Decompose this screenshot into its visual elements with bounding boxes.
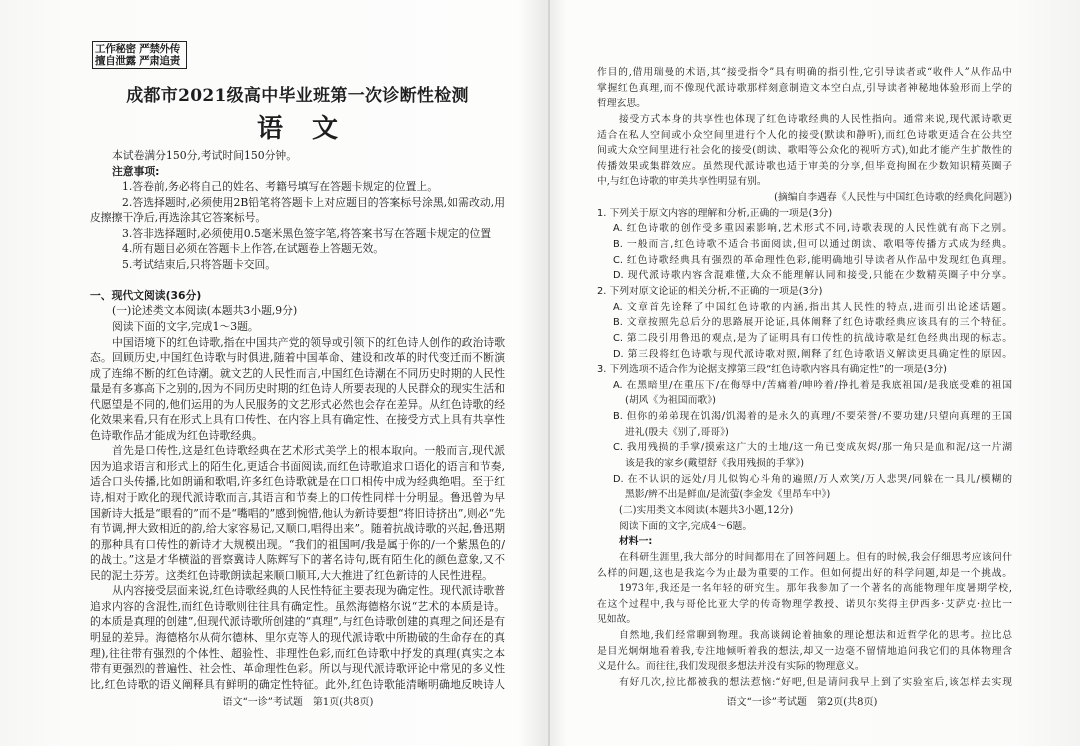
exam-title: 成都市2021级高中毕业班第一次诊断性检测: [126, 86, 469, 106]
answer-option: C. 我用残损的手掌/摸索这广大的土地/这一角已变成灰烬/那一角只是血和泥/这一片湖: [613, 442, 1012, 454]
paragraph-line: 比,红色诗歌的语义阐释具有鲜明的确定性特征。此外,红色诗歌能清晰明确地反映诗人: [90, 677, 505, 691]
answer-option: B. 文章按照先总后分的思路展开论证,具体阐释了红色诗歌经典应该具有的三个特征。: [613, 317, 1012, 329]
paragraph-line: 的那种具有口传性的新诗才大规模出现。“我们的祖国呵/我是属于你的/一个紫黑色的/: [90, 537, 505, 551]
section-label: 注意事项:: [112, 164, 160, 178]
left-page-body: [90, 148, 505, 692]
page-fold-divider: [548, 0, 550, 746]
answer-option: C. 第二段引用鲁迅的观点,是为了证明具有口传性的抗战诗歌是红色经典出现的标志。: [613, 332, 1012, 344]
section-text: 阅读下面的文字,完成1～3题。: [112, 320, 259, 334]
confidential-line: 擅自泄露 严肃追责: [95, 55, 180, 67]
paragraph-line: 传播效果或集群效应。虽然现代派诗歌也适于审美的分享,但毕竟拘囿在少数知识精英圈子: [597, 160, 1012, 172]
paragraph-line: 掌握红色真理,而不像现代派诗歌那样刻意制造文本空白点,引导读者神秘地体验形而上学的: [597, 82, 1012, 94]
question-stem: 1. 下列关于原文内容的理解和分析,正确的一项是(3分): [597, 207, 833, 219]
paragraph-line: 作目的,借用瑞曼的术语,其“接受指令”具有明确的指引性,它引导读者或“收件人”从作品中: [597, 67, 1012, 78]
paragraph-line: 国新诗大抵是“眼看的”而不是“嘴唱的”感到惋惜,他认为新诗要想“将旧诗挤出”,则必“先: [90, 506, 505, 520]
paragraph-line: 理),往往带有强烈的个体性、超验性、非理性色彩,而红色诗歌中抒发的真理(真实之本: [90, 646, 505, 660]
page-footer-1: 语文“一诊”考试题 第1页(共8页): [222, 697, 374, 708]
answer-option: A. 在黑暗里/在重压下/在侮辱中/苦痛着/呻吟着/挣扎着是我底祖国/是我底受难的祖国: [613, 379, 1012, 391]
paragraph-line: 自然地,我们经常聊到物理。我高谈阔论着抽象的理论想法和近哲学化的思考。拉比总: [619, 630, 1012, 642]
notice-item: 2.答选择题时,必须使用2B铅笔将答题卡上对应题目的答案标号涂黑,如需改动,用: [122, 195, 505, 209]
paragraph-line: 诗,相对于欧化的现代派诗歌而言,其语言和节奏上的口传性同样十分明显。鲁迅曾为早: [90, 491, 505, 505]
paragraph-line: 有节调,押大致相近的韵,给大家容易记,又顺口,唱得出来”。随着抗战诗歌的兴起,鲁迅期: [90, 522, 505, 536]
answer-option: D. 在不认识的远处/月儿似钩心斗角的遍照/万人欢笑/万人悲哭/同躲在一具儿/模糊的: [613, 473, 1012, 485]
answer-option: A. 文章首先诠释了中国红色诗歌的内涵,指出其人民性的特点,进而引出论述话题。: [613, 301, 1012, 313]
question-stem: 2. 下列对原文论证的相关分析,不正确的一项是(3分): [597, 285, 823, 297]
paragraph-line: 1973年,我还是一名年轻的研究生。那年我参加了一个著名的高能物理年度暑期学校,: [619, 583, 1012, 595]
paragraph-line: 态。回顾历史,中国红色诗歌与时俱进,随着中国革命、建设和改革的时代变迁而不断演: [90, 351, 505, 365]
answer-option: D. 现代派诗歌内容含混难懂,大众不能理解认同和接受,只能在少数精英圈子中分享。: [613, 270, 1012, 282]
page-footer-2: 语文“一诊”考试题 第2页(共8页): [726, 697, 878, 708]
paragraph-line: 适合口头传播,比如朗诵和歌唱,许多红色诗歌就是在口口相传中成为经典绝唱。至于红: [90, 475, 505, 489]
paragraph-line: 从内容接受层面来说,红色诗歌经典的人民性特征主要表现为确定性。现代派诗歌普: [112, 584, 505, 598]
paragraph-line: 首先是口传性,这是红色诗歌经典在艺术形式美学上的根本取向。一般而言,现代派: [112, 444, 505, 458]
paragraph-line: 义是什么。而往往,我们发现很多想法并没有实际的物理意义。: [597, 661, 865, 673]
notice-item: 3.答非选择题时,必须使用0.5毫米黑色签字笔,将答案书写在答题卡规定的位置: [122, 226, 492, 240]
paragraph-line: 的战士。”这是才华横溢的晋察冀诗人陈辉写下的著名诗句,既有陌生化的颜色意象,又不: [90, 553, 505, 567]
paragraph-line: 明显的差异。海德格尔从荷尔德林、里尔克等人的现代派诗歌中所勘破的生命存在的真: [90, 630, 505, 644]
paragraph-line: 在科研生涯里,我大部分的时间都用在了回答问题上。但有的时候,我会仔细思考应该问什: [619, 551, 1012, 563]
answer-option-continuation: 进礼(殷夫《别了,哥哥》): [625, 426, 729, 438]
question-stem: 3. 下列选项不适合作为论据支撑第三段“红色诗歌内容具有确定性”的一项是(3分): [597, 364, 947, 376]
paragraph-line: 带有更强烈的普遍性、社会性、革命理性色彩。所以与现代派诗歌评论中常见的多义性: [90, 662, 505, 676]
paragraph-line: 民的泥土芬芳。这类红色诗歌朗读起来顺口顺耳,大大推进了红色新诗的人民性进程。: [90, 568, 493, 582]
confidential-stamp: [92, 41, 187, 69]
notice-item: 1.答卷前,务必将自己的姓名、考籍号填写在答题卡规定的位置上。: [122, 180, 439, 194]
answer-option: A. 红色诗歌的创作受多重因素影响,艺术形式不同,诗歌表现的人民性就有高下之别。: [613, 223, 1012, 235]
answer-option-continuation: (胡风《为祖国而歌》): [625, 395, 716, 407]
notice-item: 5.考试结束后,只将答题卡交回。: [122, 257, 277, 271]
section-text: (一)论述类文本阅读(本题共3小题,9分): [112, 304, 298, 318]
paragraph-line: 哲理玄思。: [597, 98, 646, 110]
paragraph-line: 见如故。: [597, 614, 637, 626]
section-text: 阅读下面的文字,完成4～6题。: [619, 520, 753, 532]
paragraph-line: 间或大众空间里进行社会化的接受(朗读、歌唱等公众化的视听方式),如此才能产生扩散性的: [597, 145, 1012, 157]
paragraph-line: 皮擦擦干净后,再选涂其它答案标号。: [90, 211, 267, 225]
paragraph-line: 有好几次,拉比都被我的想法惹恼:“好吧,但是请问我早上到了实验室后,该怎样去实现: [619, 676, 1012, 688]
right-page-body: [597, 65, 1012, 691]
paragraph-line: 的本质是真理的创建”,但现代派诗歌所创建的“真理”,与红色诗歌创建的真理之间还是有: [90, 615, 505, 629]
section-heading: 一、现代文阅读(36分): [90, 288, 202, 302]
answer-option: C. 红色诗歌经典具有强烈的革命理性色彩,能明确地引导读者从作品中发现红色真理。: [613, 254, 1012, 266]
section-label: 材料一:: [619, 536, 653, 548]
answer-option: D. 第三段将红色诗歌与现代派诗歌对照,阐释了红色诗歌语义解读更具确定性的原因。: [613, 348, 1012, 360]
answer-option: B. 一般而言,红色诗歌不适合书面阅读,但可以通过朗读、歌唱等传播方式成为经典。: [613, 239, 1012, 251]
answer-option-continuation: 该是我的家乡(戴望舒《我用残损的手掌》): [625, 458, 805, 470]
source-citation: (摘编自李遇春《人民性与中国红色诗歌的经典化问题》): [774, 192, 1012, 204]
paragraph-line: 适合在私人空间或小众空间里进行个人化的接受(默读和静听),而红色诗歌更适合在公共空: [597, 129, 1012, 141]
answer-option-continuation: 黑影/辨不出是鲜血/是流萤(李金发《里昂车中》): [625, 489, 831, 501]
paragraph-line: 量是有多寡高下之别的,因为不同历史时期的红色诗人所要表现的人民群众的现实生活和: [90, 382, 505, 396]
paragraph-line: 色诗歌作品才能成为红色诗歌经典。: [90, 428, 263, 442]
confidential-line: 工作秘密 严禁外传: [95, 43, 180, 55]
paragraph-line: 么样的问题,这也是我迄今为止最为重要的工作。但如何提出好的科学问题,却是一个挑战。: [597, 567, 1012, 579]
paragraph-line: 中国语境下的红色诗歌,指在中国共产党的领导或引领下的红色诗人创作的政治诗歌: [112, 335, 505, 349]
section-text: (二)实用类文本阅读(本题共3小题,12分): [619, 504, 794, 516]
notice-item: 4.所有题目必须在答题卡上作答,在试题卷上答题无效。: [122, 242, 385, 256]
paragraph-line: 代愿望是不同的,他们运用的为人民服务的文艺形式必然也会存在差异。从红色诗歌的经: [90, 397, 505, 411]
paragraph-line: 是目光炯炯地看着我,专注地倾听着我的想法,却又一边毫不留情地追问我它们的具体物理含: [597, 645, 1012, 657]
answer-option: B. 但你的弟弟现在饥渴/饥渴着的是永久的真理/不要荣誉/不要功建/只望向真理的王国: [613, 411, 1012, 423]
paragraph-line: 化效果来看,只有在形式上具有口传性、在内容上具有确定性、在接受方式上具有共享性: [90, 413, 505, 427]
paragraph-line: 接受方式本身的共享性也体现了红色诗歌经典的人民性指向。通常来说,现代派诗歌更: [619, 113, 1012, 125]
exam-subject: 语 文: [256, 114, 339, 144]
paragraph-line: 中,与红色诗歌的审美共享性明显有别。: [597, 176, 767, 188]
paragraph-line: 因为追求语言和形式上的陌生化,更适合书面阅读,而红色诗歌追求口语化的语言和节奏,: [90, 459, 505, 473]
paragraph-line: 成了连绵不断的红色诗潮。就文艺的人民性而言,中国红色诗潮在不同历史时期的人民性: [90, 366, 505, 380]
blank-line: [90, 272, 505, 288]
paragraph-line: 追求内容的含混性,而红色诗歌则往往具有确定性。虽然海德格尔说“艺术的本质是诗。: [90, 599, 505, 613]
paragraph-line: 在这个过程中,我与哥伦比亚大学的传奇物理学教授、诺贝尔奖得主伊西多·艾萨克·拉比一: [597, 598, 1012, 610]
section-text: 本试卷满分150分,考试时间150分钟。: [112, 149, 298, 162]
